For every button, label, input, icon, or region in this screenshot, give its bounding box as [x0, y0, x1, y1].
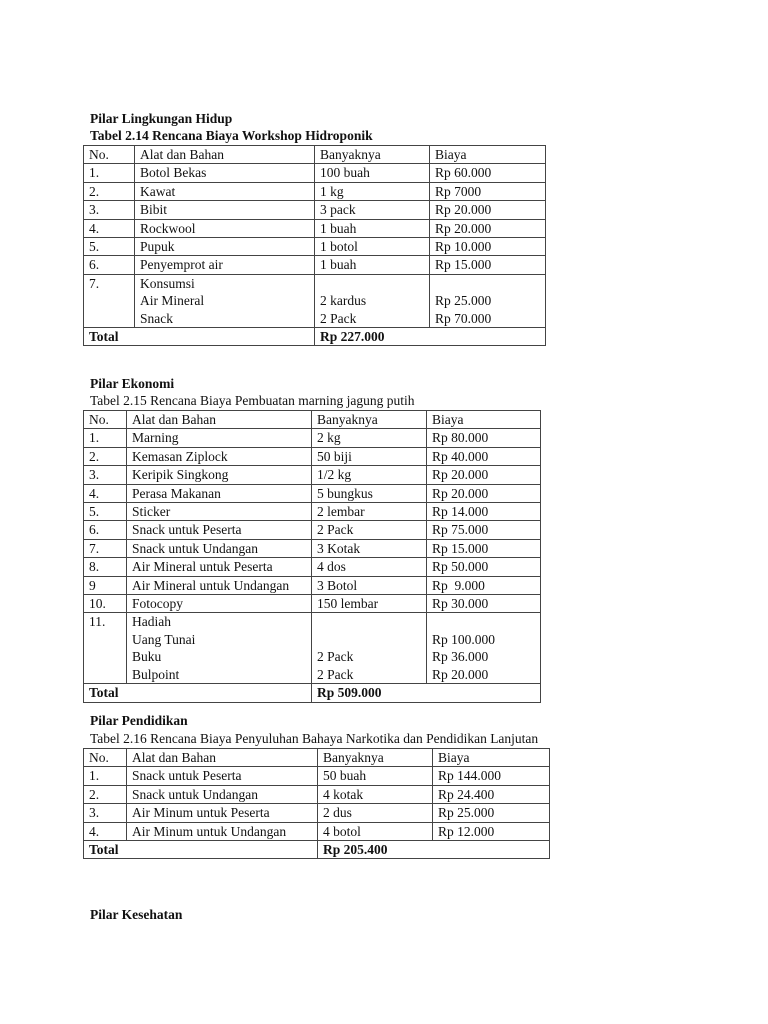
total-label: Total	[84, 684, 312, 702]
section-heading-lingkungan: Pilar Lingkungan Hidup	[90, 111, 233, 126]
row-cost: Rp 7000	[430, 182, 546, 200]
total-row	[84, 684, 541, 702]
row-cost: Rp 75.000	[427, 521, 541, 539]
row-qty: 5 bungkus	[312, 484, 427, 502]
row-cost: Rp 14.000	[427, 503, 541, 521]
row-no: 6.	[84, 521, 127, 539]
header-cost: Biaya	[433, 749, 550, 767]
row-no: 4.	[84, 219, 135, 237]
row-qty: 3 Kotak	[312, 539, 427, 557]
row-qty: 3 Botol	[312, 576, 427, 594]
row-cost: Rp 20.000	[427, 466, 541, 484]
header-qty: Banyaknya	[312, 411, 427, 429]
row-cost: Rp 50.000	[427, 558, 541, 576]
table-row	[84, 503, 541, 521]
row-item: Bibit	[135, 201, 315, 219]
row-item: Snack untuk Peserta	[127, 521, 312, 539]
row-qty: 1 buah	[315, 256, 430, 274]
row-qty: 2 lembar	[312, 503, 427, 521]
row-item: Snack untuk Peserta	[127, 767, 318, 785]
row-sub-qty: 2 Pack	[317, 649, 354, 665]
row-cost: Rp 25.000	[433, 804, 550, 822]
row-no: 10.	[84, 595, 127, 613]
row-item	[127, 613, 312, 684]
row-item: Pupuk	[135, 238, 315, 256]
row-item-group: Hadiah	[132, 614, 171, 630]
header-cost: Biaya	[430, 146, 546, 164]
row-no: 1.	[84, 164, 135, 182]
row-qty: 150 lembar	[312, 595, 427, 613]
row-qty: 1 botol	[315, 238, 430, 256]
table-2-14	[83, 145, 546, 346]
row-cost: Rp 20.000	[430, 201, 546, 219]
row-sub-qty: 2 Pack	[320, 310, 357, 326]
table-row	[84, 219, 546, 237]
row-item: Rockwool	[135, 219, 315, 237]
row-no: 4.	[84, 484, 127, 502]
row-no: 3.	[84, 201, 135, 219]
row-item: Air Mineral untuk Undangan	[127, 576, 312, 594]
table-row	[84, 466, 541, 484]
row-item: Keripik Singkong	[127, 466, 312, 484]
row-no: 2.	[84, 182, 135, 200]
row-cost: Rp 15.000	[430, 256, 546, 274]
row-item-group: Konsumsi	[140, 275, 195, 291]
table-row	[84, 182, 546, 200]
header-no: No.	[84, 146, 135, 164]
row-sub-cost: Rp 20.000	[432, 666, 489, 682]
row-cost: Rp 144.000	[433, 767, 550, 785]
table-row	[84, 201, 546, 219]
row-item: Kemasan Ziplock	[127, 447, 312, 465]
row-cost: Rp 20.000	[430, 219, 546, 237]
row-no: 2.	[84, 447, 127, 465]
row-qty: 1/2 kg	[312, 466, 427, 484]
row-qty: 1 buah	[315, 219, 430, 237]
row-no: 4.	[84, 822, 127, 840]
row-cost: Rp 40.000	[427, 447, 541, 465]
row-no: 5.	[84, 238, 135, 256]
row-item: Fotocopy	[127, 595, 312, 613]
row-item: Marning	[127, 429, 312, 447]
table-row	[84, 558, 541, 576]
row-no: 9	[84, 576, 127, 594]
row-qty: 50 biji	[312, 447, 427, 465]
row-sub-qty: 2 kardus	[320, 293, 367, 309]
row-cost	[430, 274, 546, 327]
table-row	[84, 539, 541, 557]
row-cost	[427, 613, 541, 684]
row-no: 11.	[84, 613, 127, 684]
row-cost: Rp 12.000	[433, 822, 550, 840]
table-row	[84, 238, 546, 256]
row-item: Air Minum untuk Peserta	[127, 804, 318, 822]
row-item: Penyemprot air	[135, 256, 315, 274]
total-row	[84, 841, 550, 859]
row-qty: 2 kg	[312, 429, 427, 447]
row-no: 2.	[84, 785, 127, 803]
section-heading-ekonomi: Pilar Ekonomi	[90, 376, 175, 391]
header-item: Alat dan Bahan	[127, 749, 318, 767]
total-row	[84, 328, 546, 346]
total-value: Rp 227.000	[315, 328, 546, 346]
row-item: Perasa Makanan	[127, 484, 312, 502]
row-item: Kawat	[135, 182, 315, 200]
table-caption-2-16: Tabel 2.16 Rencana Biaya Penyuluhan Bahaya Narkotika dan Pendidikan Lanjutan	[90, 731, 539, 746]
table-row	[84, 256, 546, 274]
row-cost: Rp 80.000	[427, 429, 541, 447]
row-item: Botol Bekas	[135, 164, 315, 182]
table-row	[84, 521, 541, 539]
row-sub-item: Snack	[140, 310, 173, 326]
table-header-row	[84, 749, 550, 767]
row-qty: 2 dus	[318, 804, 433, 822]
row-no: 7.	[84, 274, 135, 327]
header-qty: Banyaknya	[315, 146, 430, 164]
row-cost: Rp 30.000	[427, 595, 541, 613]
row-sub-item: Air Mineral	[140, 293, 205, 309]
row-cost: Rp 9.000	[427, 576, 541, 594]
header-item: Alat dan Bahan	[127, 411, 312, 429]
row-item: Snack untuk Undangan	[127, 539, 312, 557]
header-item: Alat dan Bahan	[135, 146, 315, 164]
table-row	[84, 484, 541, 502]
header-cost: Biaya	[427, 411, 541, 429]
header-no: No.	[84, 749, 127, 767]
row-item: Snack untuk Undangan	[127, 785, 318, 803]
row-sub-cost: Rp 25.000	[435, 293, 492, 309]
row-item: Air Minum untuk Undangan	[127, 822, 318, 840]
row-no: 1.	[84, 429, 127, 447]
row-sub-item: Uang Tunai	[132, 631, 196, 647]
row-no: 3.	[84, 804, 127, 822]
table-row	[84, 429, 541, 447]
table-row	[84, 804, 550, 822]
row-qty	[315, 274, 430, 327]
row-qty: 3 pack	[315, 201, 430, 219]
total-value: Rp 509.000	[312, 684, 541, 702]
total-label: Total	[84, 328, 315, 346]
table-caption-2-14: Tabel 2.14 Rencana Biaya Workshop Hidroponik	[90, 128, 373, 143]
row-sub-cost: Rp 100.000	[432, 631, 496, 647]
row-no: 8.	[84, 558, 127, 576]
header-no: No.	[84, 411, 127, 429]
table-row	[84, 274, 546, 327]
table-row	[84, 822, 550, 840]
row-sub-item: Buku	[132, 649, 162, 665]
row-no: 3.	[84, 466, 127, 484]
row-item: Air Mineral untuk Peserta	[127, 558, 312, 576]
row-qty	[312, 613, 427, 684]
row-cost: Rp 15.000	[427, 539, 541, 557]
row-cost: Rp 60.000	[430, 164, 546, 182]
row-qty: 4 kotak	[318, 785, 433, 803]
table-header-row	[84, 146, 546, 164]
row-qty: 50 buah	[318, 767, 433, 785]
table-row	[84, 767, 550, 785]
row-qty: 2 Pack	[312, 521, 427, 539]
row-qty: 4 dos	[312, 558, 427, 576]
table-row	[84, 447, 541, 465]
row-sub-qty: 2 Pack	[317, 666, 354, 682]
row-no: 6.	[84, 256, 135, 274]
row-sub-cost: Rp 36.000	[432, 649, 489, 665]
table-row	[84, 785, 550, 803]
row-sub-cost: Rp 70.000	[435, 310, 492, 326]
row-cost: Rp 10.000	[430, 238, 546, 256]
row-item: Sticker	[127, 503, 312, 521]
table-row	[84, 613, 541, 684]
section-heading-kesehatan: Pilar Kesehatan	[90, 907, 183, 922]
table-row	[84, 576, 541, 594]
table-row	[84, 164, 546, 182]
row-cost: Rp 20.000	[427, 484, 541, 502]
table-2-15	[83, 410, 541, 703]
total-label: Total	[84, 841, 318, 859]
row-item	[135, 274, 315, 327]
row-qty: 4 botol	[318, 822, 433, 840]
header-qty: Banyaknya	[318, 749, 433, 767]
table-caption-2-15: Tabel 2.15 Rencana Biaya Pembuatan marning jagung putih	[90, 393, 415, 408]
row-qty: 100 buah	[315, 164, 430, 182]
row-no: 1.	[84, 767, 127, 785]
row-cost: Rp 24.400	[433, 785, 550, 803]
row-no: 5.	[84, 503, 127, 521]
table-header-row	[84, 411, 541, 429]
row-no: 7.	[84, 539, 127, 557]
total-value: Rp 205.400	[318, 841, 550, 859]
table-2-16	[83, 748, 550, 859]
row-qty: 1 kg	[315, 182, 430, 200]
table-row	[84, 595, 541, 613]
section-heading-pendidikan: Pilar Pendidikan	[90, 713, 188, 728]
row-sub-item: Bulpoint	[132, 666, 180, 682]
